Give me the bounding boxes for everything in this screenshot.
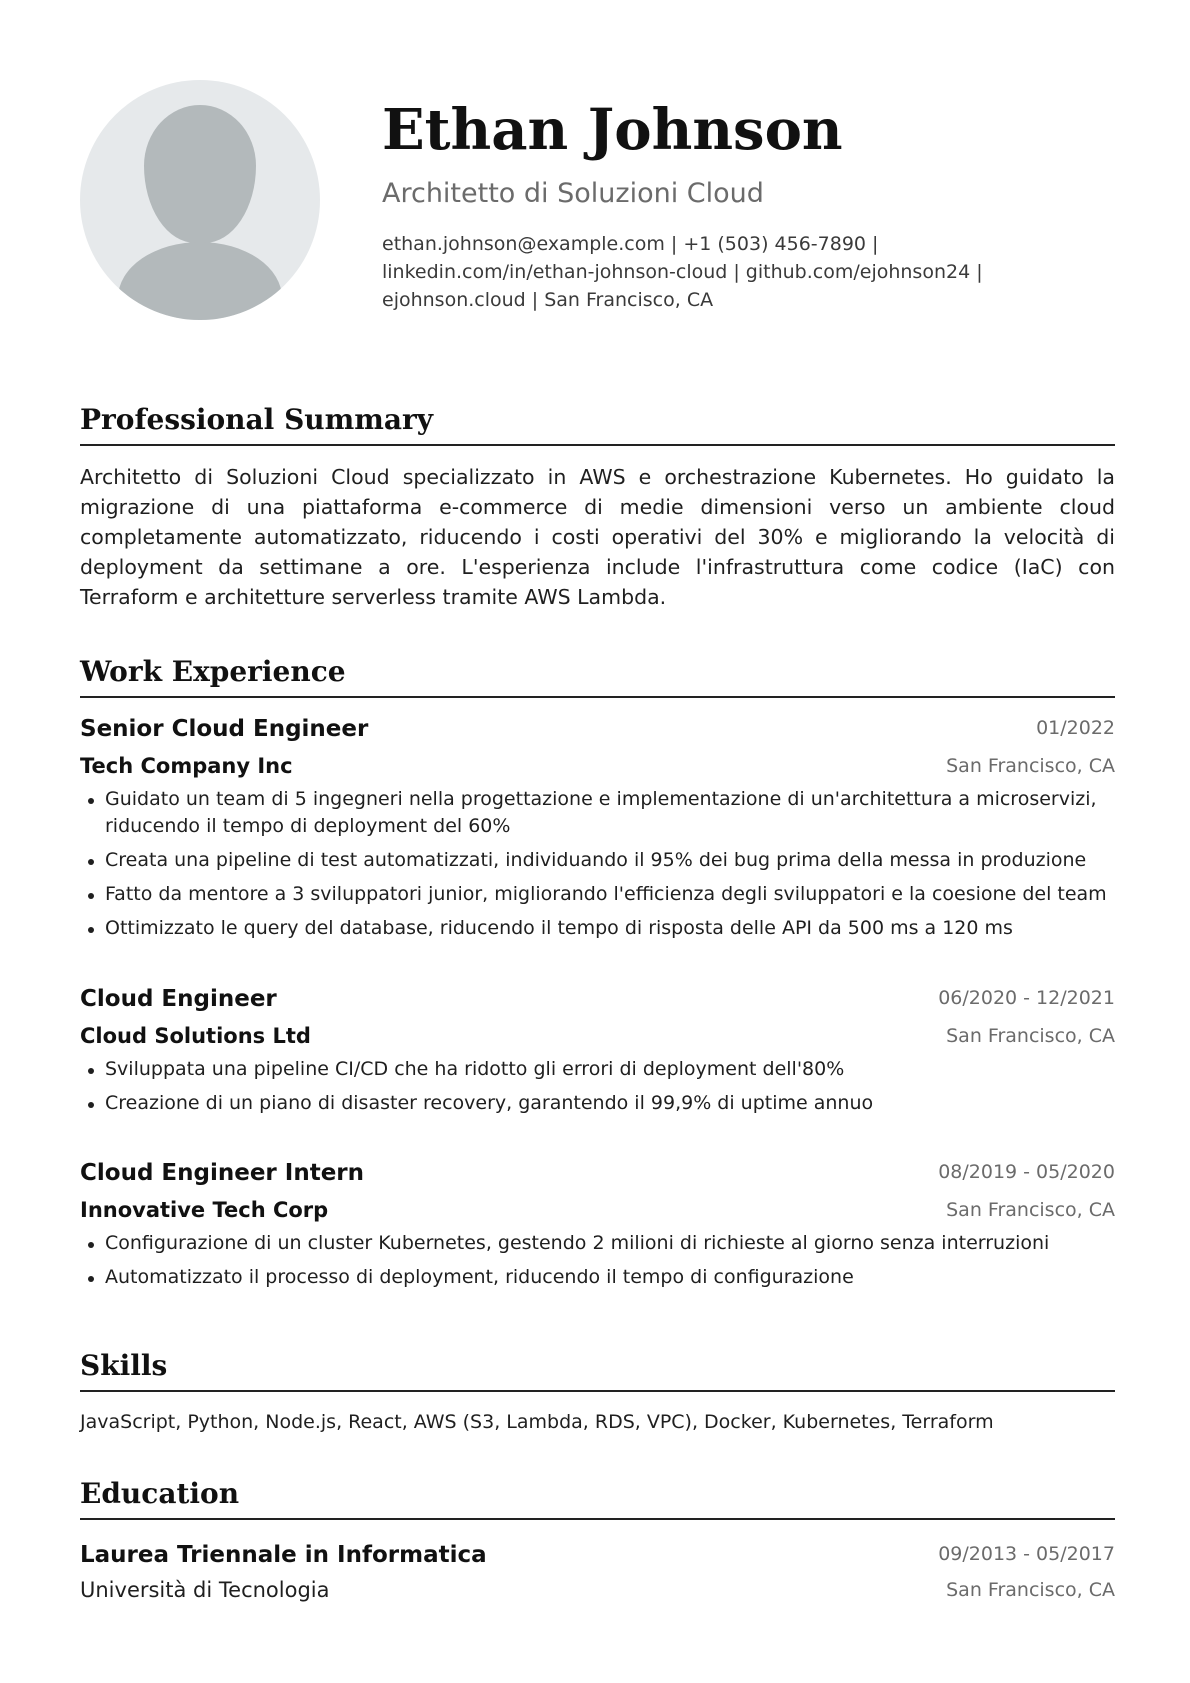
section-divider [80,1390,1115,1392]
list-item: Fatto da mentore a 3 sviluppatori junior, migliorando l'efficienza degli sviluppatori e la coesione del team [80,881,1115,908]
job-title: Cloud Engineer [80,986,277,1012]
list-item: Guidato un team di 5 ingegneri nella progettazione e implementazione di un'architettura a microservizi, riducendo il tempo di deployment del 60% [80,786,1115,840]
section-divider [80,1518,1115,1520]
job-bullets [80,786,1115,949]
summary-text: Architetto di Soluzioni Cloud specializzato in AWS e orchestrazione Kubernetes. Ho guidato la migrazione di una piattaforma e-commerce di medie dimensioni verso un ambiente cloud completamente automatizzato, riducendo i costi operativi del 30% e migliorando la velocità di deployment da settimane a ore. L'esperienza include l'infrastruttura come codice (IaC) con Terraform e architetture serverless tramite AWS Lambda. [80,465,1115,609]
education-date: 09/2013 - 05/2017 [938,1543,1115,1565]
job-company: Tech Company Inc [80,754,293,778]
contact-line: linkedin.com/in/ethan-johnson-cloud | github.com/ejohnson24 | [382,261,983,283]
list-item: Configurazione di un cluster Kubernetes, gestendo 2 milioni di richieste al giorno senza interruzioni [80,1230,1115,1257]
job-date: 08/2019 - 05/2020 [938,1161,1115,1183]
job-company: Innovative Tech Corp [80,1198,329,1222]
section-heading-skills: Skills [80,1349,168,1382]
list-item: Creata una pipeline di test automatizzati, individuando il 95% dei bug prima della messa in produzione [80,847,1115,874]
education-school: Università di Tecnologia [80,1578,330,1602]
section-divider [80,696,1115,698]
list-item: Sviluppata una pipeline CI/CD che ha ridotto gli errori di deployment dell'80% [80,1056,1115,1083]
contact-info [382,230,1022,314]
job-date: 01/2022 [1036,717,1115,739]
education-degree: Laurea Triennale in Informatica [80,1542,487,1568]
job-bullets [80,1230,1115,1298]
education-location: San Francisco, CA [946,1579,1115,1601]
avatar-body-shape [118,242,282,320]
job-location: San Francisco, CA [946,755,1115,777]
job-bullets [80,1056,1115,1124]
section-heading-experience: Work Experience [80,655,346,688]
skills-list: JavaScript, Python, Node.js, React, AWS (S3, Lambda, RDS, VPC), Docker, Kubernetes, Terraform [80,1411,994,1433]
list-item: Creazione di un piano di disaster recovery, garantendo il 99,9% di uptime annuo [80,1090,1115,1117]
section-heading-summary: Professional Summary [80,403,434,436]
avatar-placeholder [80,80,320,320]
job-title: Cloud Engineer Intern [80,1160,365,1186]
job-title: Senior Cloud Engineer [80,716,369,742]
section-divider [80,444,1115,446]
candidate-title: Architetto di Soluzioni Cloud [382,178,764,209]
candidate-name: Ethan Johnson [382,97,843,163]
job-location: San Francisco, CA [946,1199,1115,1221]
job-company: Cloud Solutions Ltd [80,1024,311,1048]
contact-line: ethan.johnson@example.com | +1 (503) 456-7890 | [382,233,879,255]
list-item: Automatizzato il processo di deployment, riducendo il tempo di configurazione [80,1264,1115,1291]
job-date: 06/2020 - 12/2021 [938,987,1115,1009]
list-item: Ottimizzato le query del database, riducendo il tempo di risposta delle API da 500 ms a 120 ms [80,915,1115,942]
section-heading-education: Education [80,1477,240,1510]
contact-line: ejohnson.cloud | San Francisco, CA [382,289,714,311]
avatar-head-shape [144,105,256,243]
job-location: San Francisco, CA [946,1025,1115,1047]
